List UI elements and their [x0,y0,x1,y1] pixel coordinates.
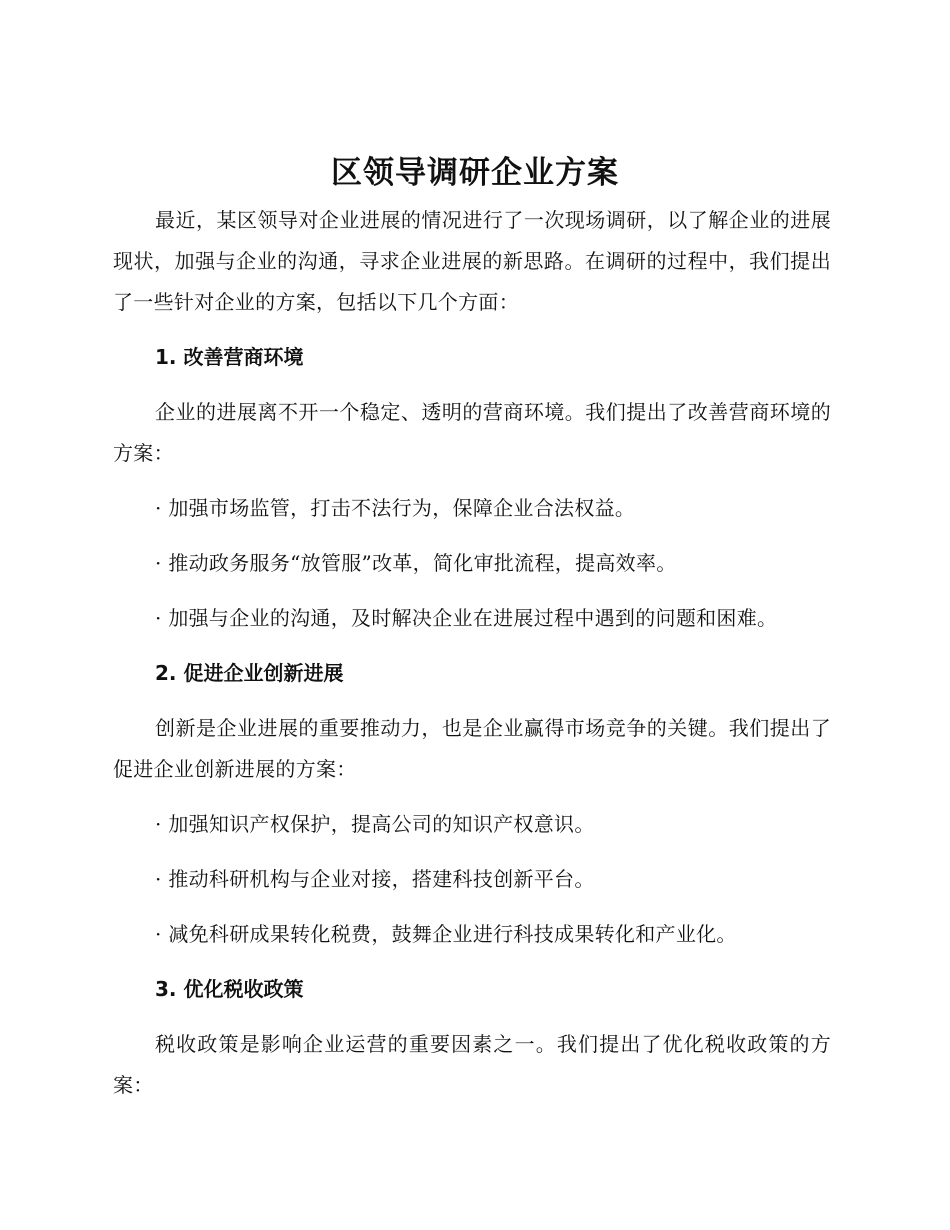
section-heading: 2. 促进企业创新进展 [155,661,344,685]
document-title: 区领导调研企业方案 [331,155,619,191]
bullet-item: · 加强与企业的沟通，及时解决企业在进展过程中遇到的问题和困难。 [155,606,778,630]
bullet-item: · 减免科研成果转化税费，鼓舞企业进行科技成果转化和产业化。 [155,922,737,946]
section-paragraph: 税收政策是影响企业运营的重要因素之一。我们提出了优化税收政策的方案： [113,1032,831,1097]
bullet-item: · 推动政务服务“放管服”改革，简化审批流程，提高效率。 [155,551,677,575]
bullet-item: · 推动科研机构与企业对接，搭建科技创新平台。 [155,867,595,891]
section-heading: 3. 优化税收政策 [155,977,304,1001]
bullet-item: · 加强市场监管，打击不法行为，保障企业合法权益。 [155,496,636,520]
bullet-item: · 加强知识产权保护，提高公司的知识产权意识。 [155,812,595,836]
section-paragraph: 企业的进展离不开一个稳定、透明的营商环境。我们提出了改善营商环境的方案： [113,400,831,465]
document-body [113,200,831,1106]
section-paragraph: 创新是企业进展的重要推动力，也是企业赢得市场竞争的关键。我们提出了促进企业创新进展的方案： [113,716,831,781]
section-heading: 1. 改善营商环境 [155,345,304,369]
intro-paragraph: 最近，某区领导对企业进展的情况进行了一次现场调研，以了解企业的进展现状，加强与企业的沟通，寻求企业进展的新思路。在调研的过程中，我们提出了一些针对企业的方案，包括以下几个方面： [113,208,831,314]
